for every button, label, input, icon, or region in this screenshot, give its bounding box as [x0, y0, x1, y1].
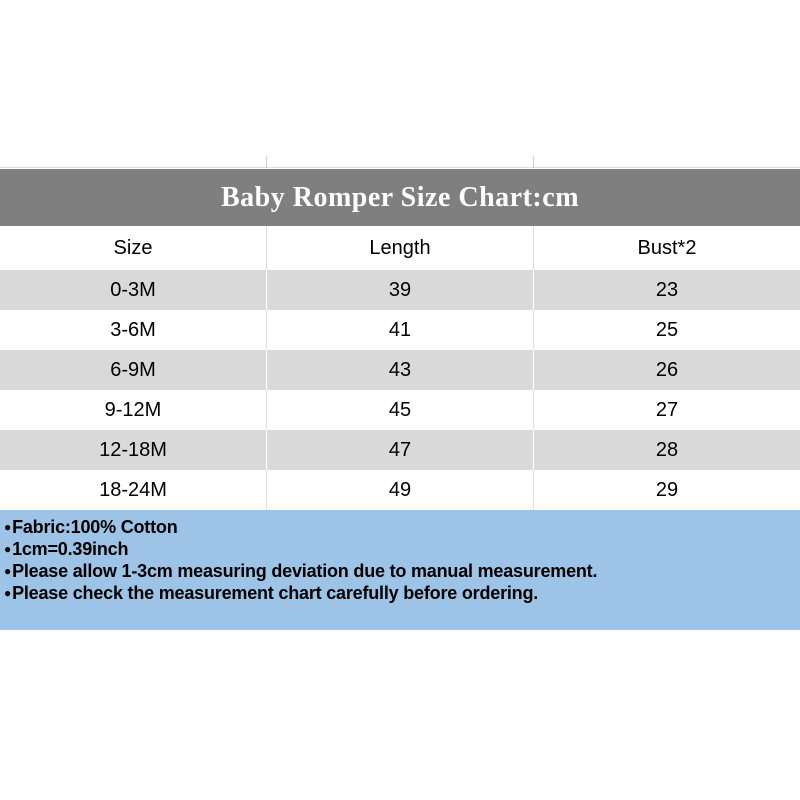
note-deviation: [4, 560, 790, 582]
note-unit-conversion: [4, 538, 790, 560]
cell-size: 0-3M: [0, 270, 267, 310]
table-row: [0, 310, 800, 350]
cell-length: 47: [267, 430, 534, 470]
table-row: [0, 470, 800, 510]
note-text: Fabric:100% Cotton: [12, 517, 178, 537]
cell-bust: 25: [655, 318, 679, 341]
header-cell-size: Size: [0, 226, 267, 270]
header-cell-bust: Bust*2: [637, 236, 697, 259]
cell-length: 41: [267, 310, 534, 350]
table-row: [0, 430, 800, 470]
note-fabric: [4, 516, 790, 538]
cell-size: 6-9M: [0, 350, 267, 390]
table-row: [0, 390, 800, 430]
cell-size: 3-6M: [0, 310, 267, 350]
table-row: [0, 270, 800, 310]
size-table: [0, 226, 800, 510]
cell-size: 9-12M: [0, 390, 267, 430]
cell-bust: 27: [655, 398, 679, 421]
cell-bust: 29: [655, 478, 679, 501]
header-cell-length: Length: [267, 226, 534, 270]
table-row: [0, 350, 800, 390]
column-tick-mark: [533, 156, 534, 168]
cell-bust: 26: [655, 358, 679, 381]
cell-length: 39: [267, 270, 534, 310]
bullet-icon: ●: [4, 564, 12, 578]
cell-length: 49: [267, 470, 534, 510]
bullet-icon: ●: [4, 520, 12, 534]
cell-bust: 23: [655, 278, 679, 301]
cell-bust: 28: [655, 438, 679, 461]
note-text: Please check the measurement chart carefully before ordering.: [12, 583, 539, 603]
bullet-icon: ●: [4, 586, 12, 600]
cell-size: 12-18M: [0, 430, 267, 470]
notes-panel: [0, 510, 800, 630]
cell-length: 45: [267, 390, 534, 430]
top-divider-line: [0, 167, 800, 168]
title-bar: [0, 169, 800, 226]
bullet-icon: ●: [4, 542, 12, 556]
table-header-row: [0, 226, 800, 270]
cell-size: 18-24M: [0, 470, 267, 510]
note-check-chart: [4, 582, 790, 604]
cell-length: 43: [267, 350, 534, 390]
column-tick-mark: [266, 156, 267, 168]
note-text: Please allow 1-3cm measuring deviation due to manual measurement.: [12, 561, 598, 581]
note-text: 1cm=0.39inch: [12, 539, 129, 559]
page-title: Baby Romper Size Chart:cm: [220, 181, 580, 213]
